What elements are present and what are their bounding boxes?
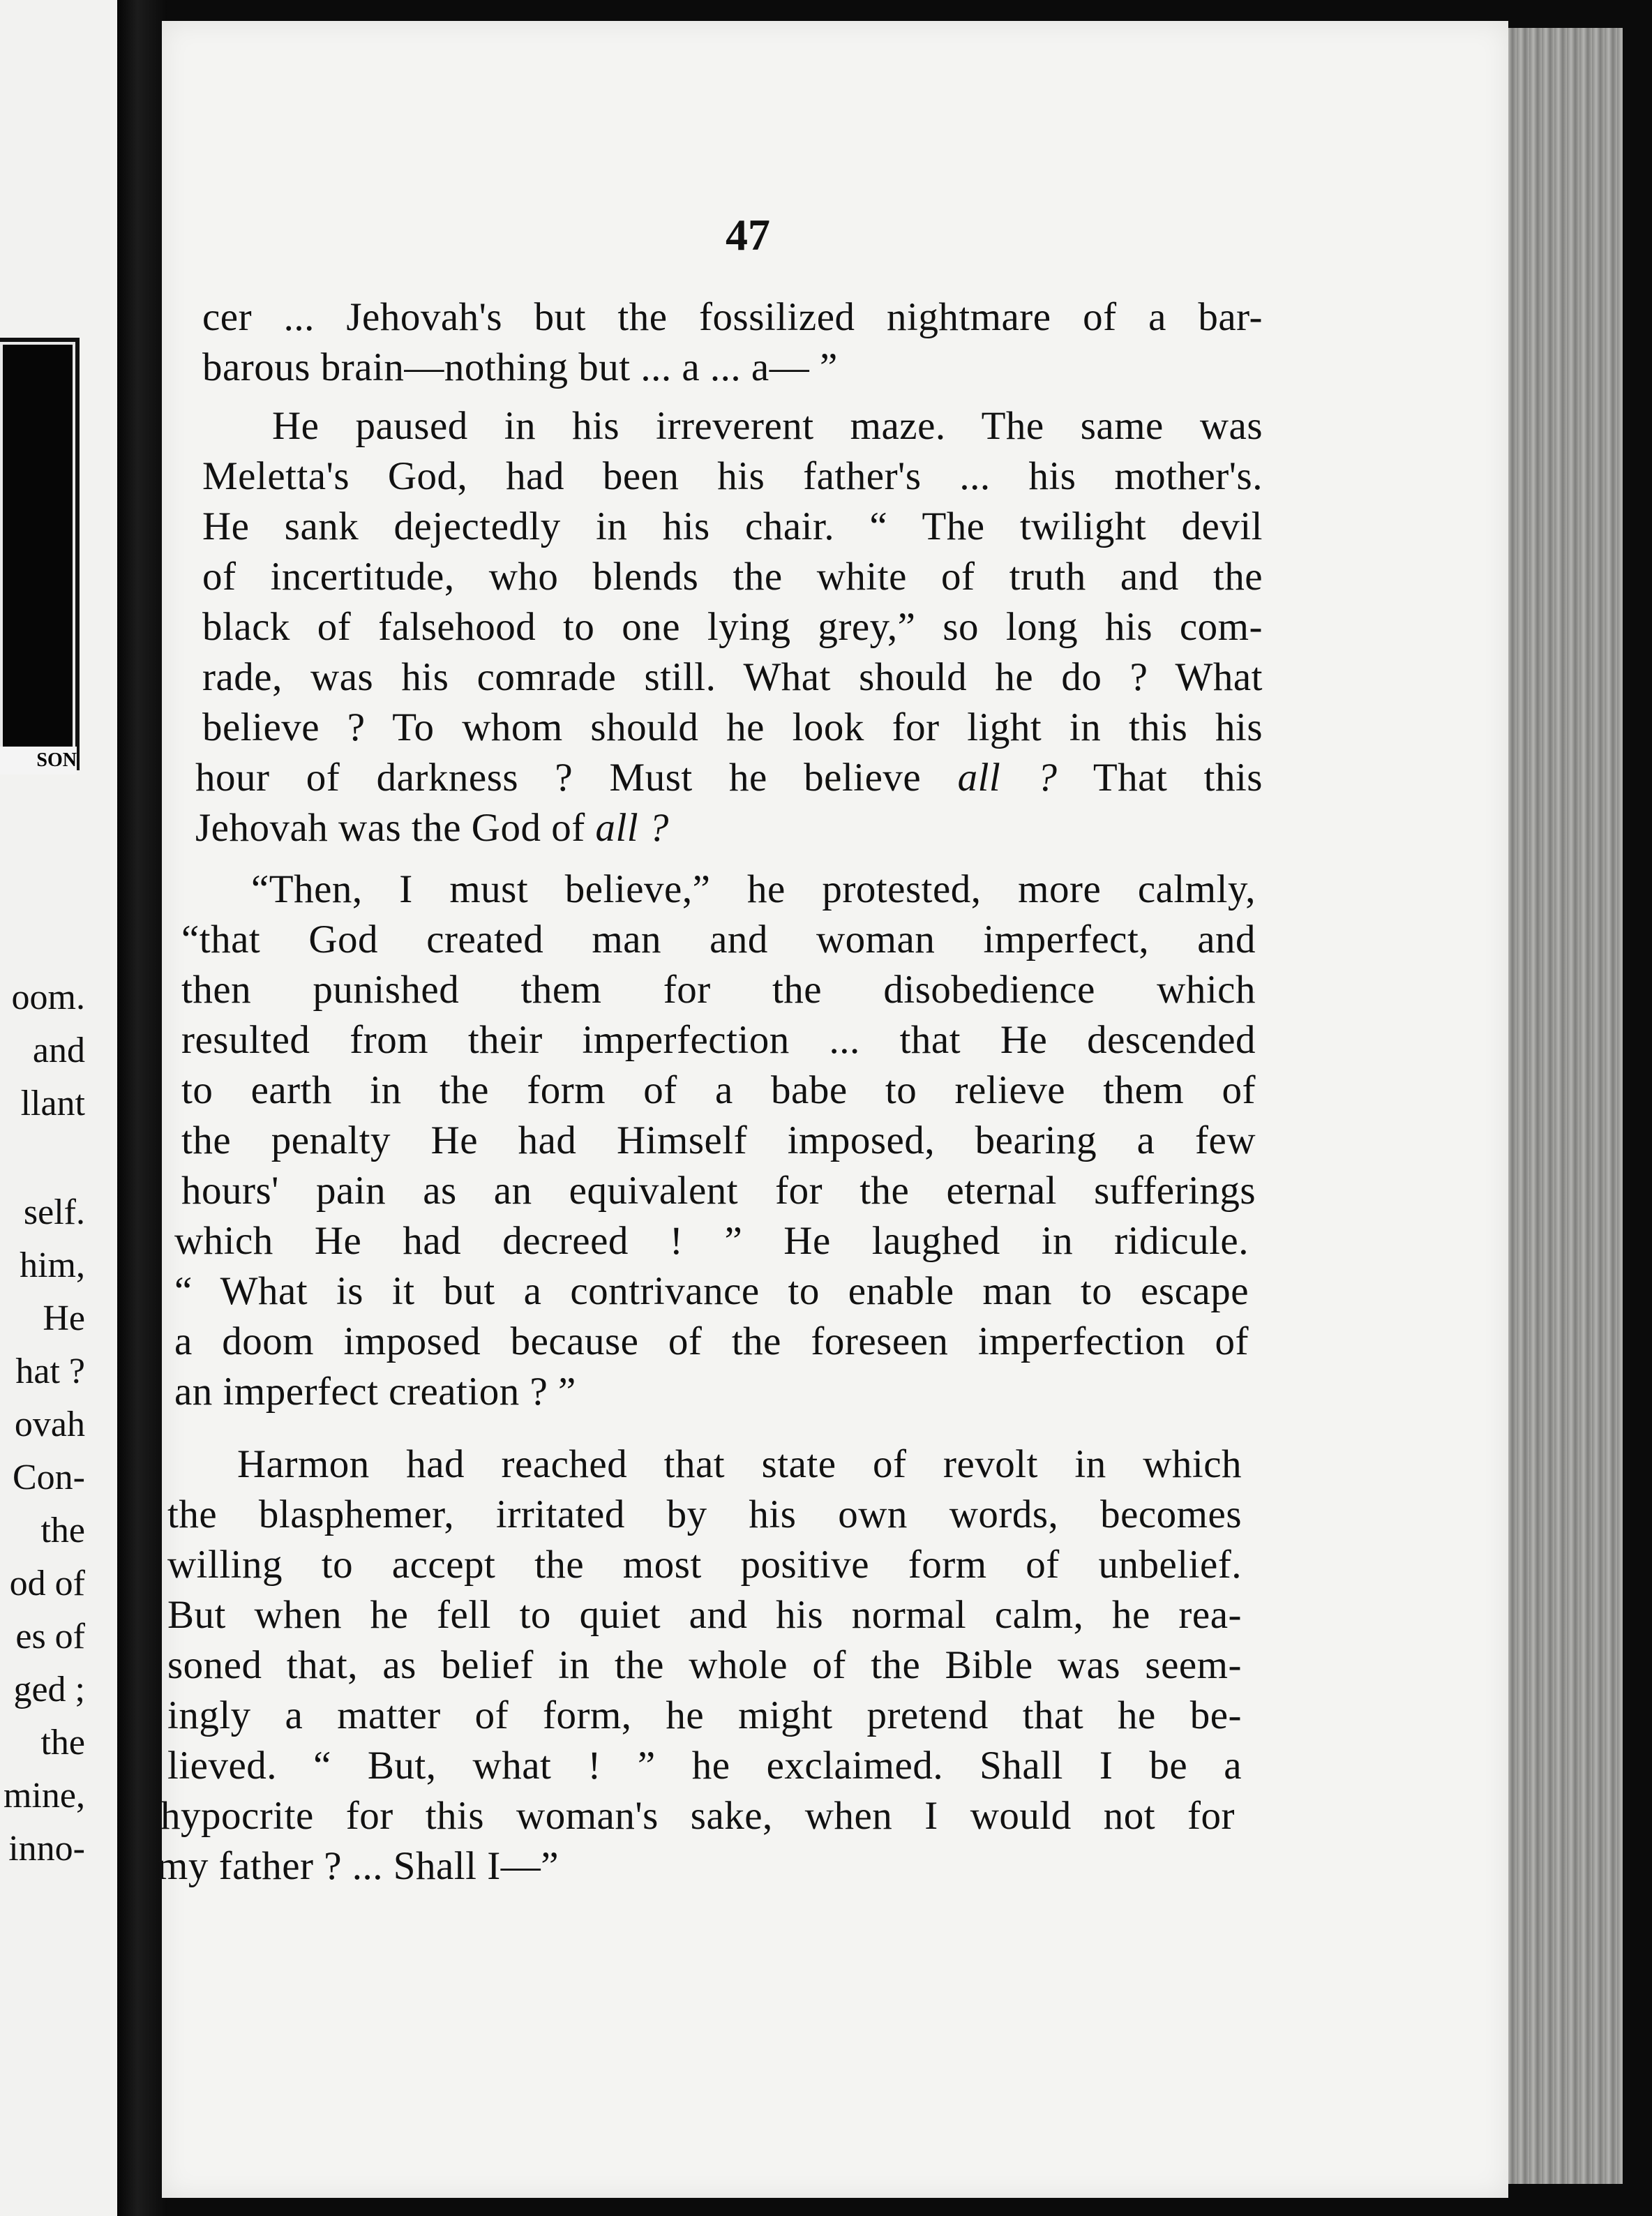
text-segment: hour of darkness ? Must he believe: [195, 756, 958, 800]
italic-segment: all ?: [957, 756, 1058, 800]
text-segment: ingly a matter of form, he might pretend that he be-: [167, 1693, 1242, 1737]
left-page-fragment: self.: [23, 1192, 85, 1232]
left-page-edge: [0, 0, 117, 2216]
text-line: [174, 1217, 1249, 1266]
left-page-fragment: the: [40, 1723, 85, 1762]
text-segment: barous brain—nothing but ... a ... a— ”: [202, 345, 838, 389]
text-segment: then punished them for the disobedience which: [181, 968, 1256, 1012]
text-line: [181, 1116, 1256, 1165]
page-number: 47: [726, 210, 770, 260]
text-segment: soned that, as belief in the whole of the Bible was seem-: [167, 1643, 1242, 1687]
text-segment: resulted from their imperfection ... that He descended: [181, 1018, 1256, 1062]
text-line: [202, 293, 1263, 342]
text-line: [174, 1317, 1249, 1366]
left-page-fragment: llant: [20, 1084, 85, 1123]
text-line: [167, 1490, 1242, 1539]
text-line: [167, 1641, 1242, 1690]
text-line: [167, 1591, 1242, 1640]
text-segment: “Then, I must believe,” he protested, more calmly,: [251, 867, 1256, 911]
left-page-fragment: es of: [15, 1617, 85, 1656]
text-line: [195, 804, 669, 853]
text-line: [202, 653, 1263, 702]
left-page-fragment: him,: [20, 1245, 85, 1285]
text-segment: the blasphemer, irritated by his own words, becomes: [167, 1492, 1242, 1536]
text-line: [202, 703, 1263, 752]
text-line: [174, 1267, 1249, 1316]
text-segment: cer ... Jehovah's but the fossilized nightmare of a bar-: [202, 295, 1263, 339]
text-segment: He sank dejectedly in his chair. “ The twilight devil: [202, 504, 1263, 548]
text-segment: He paused in his irreverent maze. The same was: [272, 404, 1263, 448]
text-segment: of incertitude, who blends the white of truth and the: [202, 555, 1263, 599]
text-line: [202, 553, 1263, 601]
page-block-edge: [1500, 28, 1623, 2184]
left-page-fragment: mine,: [3, 1776, 85, 1816]
left-page-fragment: od of: [9, 1564, 85, 1603]
text-segment: hours' pain as an equivalent for the eternal sufferings: [181, 1169, 1256, 1213]
left-page-fragment: Con-: [13, 1458, 85, 1497]
text-line: [181, 915, 1256, 964]
text-line: [167, 1742, 1242, 1790]
text-segment: That this: [1057, 756, 1263, 800]
text-segment: which He had decreed ! ” He laughed in ridicule.: [174, 1219, 1249, 1263]
text-segment: believe ? To whom should he look for light in this his: [202, 705, 1263, 749]
left-page-fragment: and: [32, 1031, 85, 1070]
text-line: [202, 603, 1263, 652]
text-segment: willing to accept the most positive form of unbelief.: [167, 1543, 1242, 1587]
left-page-fragment: the: [40, 1511, 85, 1550]
left-page-fragment: ovah: [14, 1405, 85, 1444]
text-line: [202, 452, 1263, 501]
text-segment: lieved. “ But, what ! ” he exclaimed. Shall I be a: [167, 1744, 1242, 1788]
text-segment: black of falsehood to one lying grey,” so long his com-: [202, 605, 1263, 649]
text-segment: hypocrite for this woman's sake, when I would not for: [160, 1794, 1235, 1838]
left-page-fragment: hat ?: [15, 1352, 85, 1391]
text-line: [181, 1167, 1256, 1215]
text-segment: a doom imposed because of the foreseen imperfection of: [174, 1319, 1249, 1363]
left-page-illustration: [0, 342, 75, 766]
text-segment: an imperfect creation ? ”: [174, 1370, 576, 1414]
text-segment: to earth in the form of a babe to relieve them of: [181, 1068, 1256, 1112]
text-line: [181, 1066, 1256, 1115]
text-segment: rade, was his comrade still. What should he do ? What: [202, 655, 1263, 699]
text-line: [251, 865, 1256, 914]
italic-segment: all ?: [595, 806, 669, 850]
text-segment: my father ? ... Shall I—”: [157, 1844, 559, 1888]
left-page-fragment: He: [43, 1298, 85, 1338]
text-segment: Jehovah was the God of: [195, 806, 596, 850]
left-page-fragment: ged ;: [13, 1670, 85, 1709]
text-line: [174, 1368, 576, 1416]
text-segment: But when he fell to quiet and his normal calm, he rea-: [167, 1593, 1242, 1637]
left-page-fragment: inno-: [8, 1829, 85, 1869]
text-line: [195, 754, 1263, 802]
text-line: [237, 1440, 1242, 1489]
text-line: [167, 1691, 1242, 1740]
text-line: [157, 1842, 559, 1891]
left-page-fragment: oom.: [11, 978, 85, 1017]
text-line: [272, 402, 1263, 451]
text-line: [160, 1792, 1235, 1841]
text-line: [181, 966, 1256, 1015]
text-segment: “that God created man and woman imperfect, and: [181, 918, 1256, 961]
text-segment: Harmon had reached that state of revolt in which: [237, 1442, 1242, 1486]
text-line: [181, 1016, 1256, 1065]
text-line: [167, 1541, 1242, 1589]
text-segment: the penalty He had Himself imposed, bearing a few: [181, 1118, 1256, 1162]
text-line: [202, 343, 838, 392]
text-segment: “ What is it but a contrivance to enable man to escape: [174, 1269, 1249, 1313]
left-page-plate-label: SON: [0, 747, 77, 774]
text-line: [202, 502, 1263, 551]
text-segment: Meletta's God, had been his father's ... his mother's.: [202, 454, 1263, 498]
